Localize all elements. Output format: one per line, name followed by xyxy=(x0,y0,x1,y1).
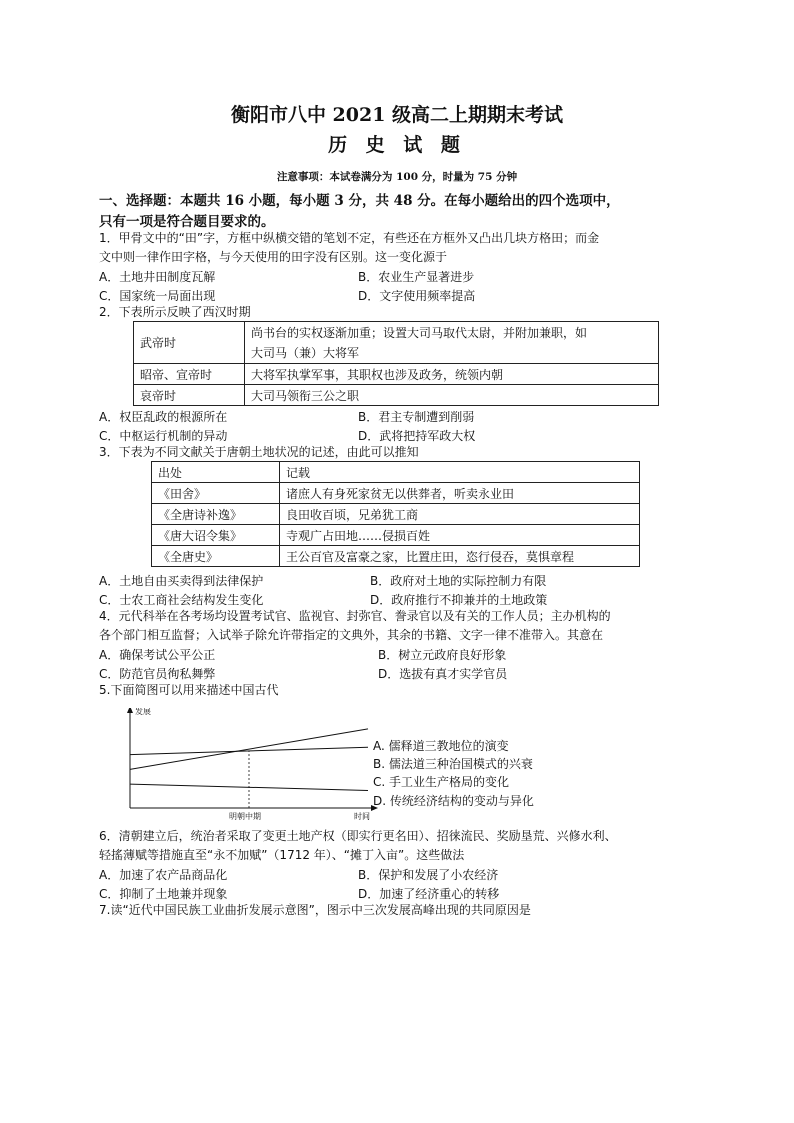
series-lower-line xyxy=(130,784,368,790)
q2-option-c: C．中枢运行机制的异动 xyxy=(99,429,228,443)
q3-source-cell: 《全唐史》 xyxy=(152,546,280,567)
q3-option-a: A．土地自由买卖得到法律保护 xyxy=(99,574,264,588)
q3-record-cell: 寺观广占田地……侵损百姓 xyxy=(280,525,640,546)
x-marker-label: 明朝中期 xyxy=(229,812,261,821)
table-row xyxy=(152,504,640,525)
exam-notice: 注意事项：本试卷满分为 100 分，时量为 75 分钟 xyxy=(276,171,518,183)
q3-table xyxy=(151,461,640,567)
q6-stem-line2: 轻搖薄赋等措施直至“永不加赋”（1712 年）、“摊丁入亩”。这些做法 xyxy=(99,848,465,862)
table-row xyxy=(152,525,640,546)
y-axis-arrow xyxy=(127,708,133,713)
q2-text-cell: 大将军执掌军事，其职权也涉及政务，统领内朝 xyxy=(245,364,659,385)
q2-option-a: A．权臣乱政的根源所在 xyxy=(99,410,228,424)
q4-stem-line2: 各个部门相互监督；入试举子除允许带指定的文典外，其余的书籍、文字一律不准带入。其意在 xyxy=(99,628,604,642)
q4-stem-line1: 4．元代科举在各考场均设置考试官、监视官、封弥官、誊录官以及有关的工作人员；主办机构的 xyxy=(99,609,611,623)
q4-option-d: D．选拔有真才实学官员 xyxy=(378,667,508,681)
q3-option-d: D．政府推行不抑兼并的土地政策 xyxy=(370,593,548,607)
table-row xyxy=(152,462,640,483)
q2-era-cell: 昭帝、宣帝时 xyxy=(134,364,245,385)
exam-subtitle: 历 史 试 题 xyxy=(328,134,466,156)
q3-option-b: B．政府对土地的实际控制力有限 xyxy=(370,574,547,588)
q3-source-cell: 《唐大诏令集》 xyxy=(152,525,280,546)
q1-option-b: B．农业生产显著进步 xyxy=(358,270,475,284)
q2-text-cell: 大司马领衔三公之职 xyxy=(245,385,659,406)
section-heading-line2: 只有一项是符合题目要求的。 xyxy=(99,214,275,230)
q4-option-b: B．树立元政府良好形象 xyxy=(378,648,507,662)
q3-record-cell: 诸庶人有身死家贫无以供葬者，听卖永业田 xyxy=(280,483,640,504)
q3-record-cell: 王公百官及富豪之家，比置庄田，恣行侵吞，莫惧章程 xyxy=(280,546,640,567)
q4-option-a: A．确保考试公平公正 xyxy=(99,648,216,662)
table-row xyxy=(152,483,640,504)
q6-option-b: B．保护和发展了小农经济 xyxy=(358,868,499,882)
series-flat-line xyxy=(130,747,368,754)
q2-text-line: 尚书台的实权逐渐加重；设置大司马取代太尉，并附加兼职，如 xyxy=(251,325,588,340)
q3-source-cell: 《全唐诗补逸》 xyxy=(152,504,280,525)
q6-option-a: A．加速了农产品商品化 xyxy=(99,868,228,882)
q1-stem-line1: 1．甲骨文中的“田”字，方框中纵横交错的笔划不定，有些还在方框外又凸出几块方格田；而金 xyxy=(99,231,600,245)
q6-option-c: C．抑制了土地兼并现象 xyxy=(99,887,228,901)
q3-head-record: 记载 xyxy=(280,462,640,483)
q1-stem-line2: 文中则一律作田字格，与今天使用的田字没有区别。这一变化源于 xyxy=(99,250,448,264)
q6-stem-line1: 6．清朝建立后，统治者采取了变更土地产权（即实行更名田）、招徕流民、奖励垦荒、兴修水利、 xyxy=(99,829,617,843)
q1-option-c: C．国家统一局面出现 xyxy=(99,289,216,303)
q3-stem: 3．下表为不同文献关于唐朝土地状况的记述，由此可以推知 xyxy=(99,445,419,459)
table-row xyxy=(134,364,659,385)
q2-table xyxy=(133,321,659,406)
q5-option-b: B. 儒法道三种治国模式的兴衰 xyxy=(373,757,533,771)
q3-source-cell: 《田舍》 xyxy=(152,483,280,504)
q2-era-cell: 武帝时 xyxy=(134,322,245,364)
table-row xyxy=(134,322,659,364)
q3-head-source: 出处 xyxy=(152,462,280,483)
q2-text-cell xyxy=(245,322,659,364)
q2-era-cell: 哀帝时 xyxy=(134,385,245,406)
q3-record-cell: 良田收百顷，兄弟犹工商 xyxy=(280,504,640,525)
q5-stem: 5.下面简图可以用来描述中国古代 xyxy=(99,683,279,697)
q7-stem: 7.读“近代中国民族工业曲折发展示意图”，图示中三次发展高峰出现的共同原因是 xyxy=(99,903,531,917)
section-heading-line1: 一、选择题：本题共 16 小题，每小题 3 分，共 48 分。在每小题给出的四个选项中， xyxy=(99,193,620,209)
y-axis-label: 发展 xyxy=(135,708,151,716)
q2-option-d: D．武将把持军政大权 xyxy=(358,429,476,443)
q2-option-b: B．君主专制遭到削弱 xyxy=(358,410,475,424)
q5-chart xyxy=(118,708,388,828)
exam-title: 衡阳市八中 2021 级高二上期期末考试 xyxy=(230,104,564,126)
table-row xyxy=(134,385,659,406)
q4-option-c: C．防范官员徇私舞弊 xyxy=(99,667,216,681)
q1-option-d: D．文字使用频率提高 xyxy=(358,289,476,303)
q6-option-d: D．加速了经济重心的转移 xyxy=(358,887,500,901)
table-row xyxy=(152,546,640,567)
x-axis-label: 时间 xyxy=(354,812,370,821)
q3-option-c: C．士农工商社会结构发生变化 xyxy=(99,593,264,607)
q2-text-line: 大司马（兼）大将军 xyxy=(251,345,360,360)
q5-option-d: D. 传统经济结构的变动与异化 xyxy=(373,794,534,808)
q1-option-a: A．土地井田制度瓦解 xyxy=(99,270,216,284)
q2-stem: 2．下表所示反映了西汉时期 xyxy=(99,305,251,319)
q5-option-a: A. 儒释道三教地位的演变 xyxy=(373,739,509,753)
q5-option-c: C. 手工业生产格局的变化 xyxy=(373,775,510,789)
